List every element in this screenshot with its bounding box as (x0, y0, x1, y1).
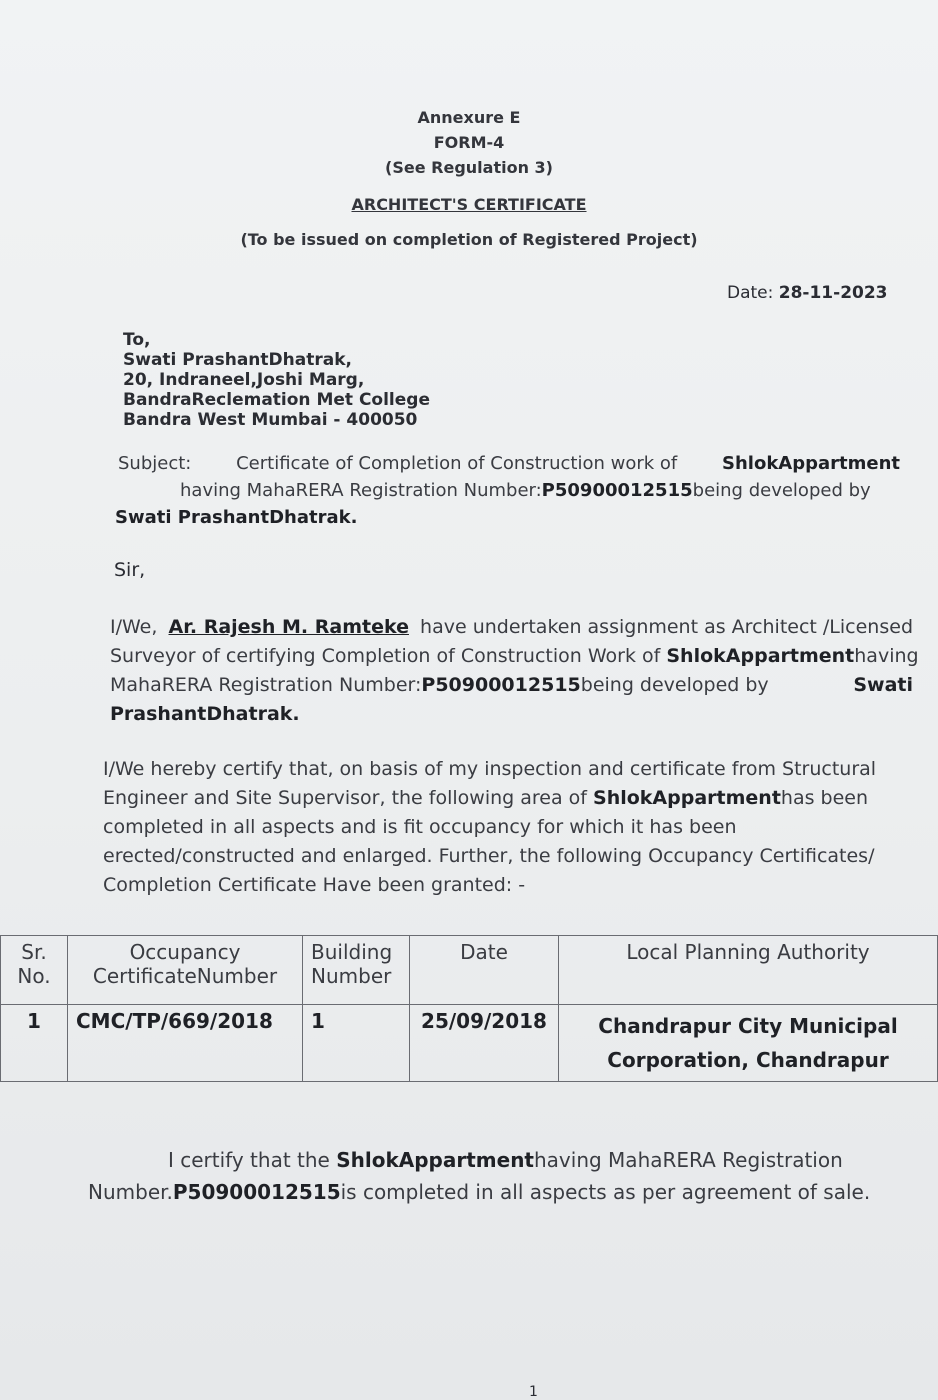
paragraph-text: I/We, (110, 616, 158, 638)
registration-number: P50900012515 (421, 674, 581, 696)
final-certification (88, 1144, 923, 1208)
occupancy-certificate-table (0, 935, 938, 1082)
paragraph-text: Number. (88, 1180, 173, 1204)
regulation-label: (See Regulation 3) (385, 158, 553, 177)
developer-name: Swati PrashantDhatrak. (115, 507, 358, 528)
header-oc-number (68, 936, 303, 1005)
registration-number: P50900012515 (172, 1180, 341, 1204)
paragraph-text: has been (780, 787, 869, 809)
project-name: ShlokAppartment (593, 787, 781, 809)
developer-name: PrashantDhatrak. (110, 703, 300, 725)
subject-text: being developed by (692, 480, 871, 501)
paragraph-text: being developed by (580, 674, 769, 696)
subject-text: Certificate of Completion of Construction work of (236, 453, 678, 474)
certificate-title (0, 195, 938, 214)
project-name: ShlokAppartment (336, 1148, 534, 1172)
paragraph-text: have undertaken assignment as Architect /Licensed (420, 616, 913, 638)
paragraph-line: I/We hereby certify that, on basis of my inspection and certificate from Structural (103, 758, 877, 780)
project-name: ShlokAppartment (666, 645, 855, 667)
cell-authority (559, 1005, 938, 1082)
page-number: 1 (529, 1384, 538, 1400)
paragraph-line (110, 642, 919, 671)
paragraph-line (88, 1176, 923, 1208)
header-date: Date (410, 936, 559, 1005)
certificate-title-text: ARCHITECT'S CERTIFICATE (351, 195, 587, 214)
header-text: Building (311, 940, 393, 964)
paragraph-text: Engineer and Site Supervisor, the following area of (103, 787, 587, 809)
address-line: Bandra West Mumbai - 400050 (123, 410, 418, 430)
header-text: CertificateNumber (92, 964, 278, 988)
table-row (1, 1005, 938, 1082)
certification-paragraph (103, 755, 925, 900)
paragraph-text: is completed in all aspects as per agreement of sale. (340, 1180, 871, 1204)
paragraph-line (110, 700, 913, 729)
form-label: FORM-4 (433, 133, 505, 152)
header-building-number (303, 936, 410, 1005)
authority-text: Chandrapur City Municipal (598, 1014, 898, 1038)
certificate-subtitle: (To be issued on completion of Registered Project) (240, 230, 698, 249)
address-block (123, 330, 430, 430)
paragraph-line (110, 613, 913, 642)
paragraph-line: Completion Certificate Have been granted: - (103, 874, 526, 896)
date-value: 28-11-2023 (778, 283, 888, 303)
paragraph-line (88, 1144, 923, 1176)
cell-building: 1 (303, 1005, 410, 1082)
address-line: BandraReclemation Met College (123, 390, 430, 410)
table-header-row (1, 936, 938, 1005)
cell-oc-number: CMC/TP/669/2018 (68, 1005, 303, 1082)
registration-number: P50900012515 (541, 480, 693, 501)
paragraph-text: I certify that the (168, 1148, 330, 1172)
paragraph-text: Surveyor of certifying Completion of Construction Work of (110, 645, 661, 667)
paragraph-line: completed in all aspects and is fit occupancy for which it has been (103, 816, 737, 838)
subject-text: having MahaRERA Registration Number: (180, 480, 542, 501)
assignment-paragraph (110, 613, 919, 729)
project-name: ShlokAppartment (722, 453, 900, 474)
annexure-label: Annexure E (417, 108, 521, 127)
developer-name: Swati (853, 674, 913, 696)
subject-label: Subject: (118, 453, 192, 474)
header-sr-no (1, 936, 68, 1005)
header-text: Sr. (21, 940, 47, 964)
cell-sr: 1 (1, 1005, 68, 1082)
subject-line (118, 450, 900, 477)
subject-block (115, 450, 900, 531)
address-line: 20, Indraneel,Joshi Marg, (123, 370, 365, 390)
address-line: Swati PrashantDhatrak, (123, 350, 352, 370)
salutation: Sir, (114, 559, 146, 581)
cell-date: 25/09/2018 (410, 1005, 559, 1082)
subject-line (118, 477, 900, 504)
header-authority: Local Planning Authority (559, 936, 938, 1005)
header-text: No. (17, 964, 51, 988)
architect-name: Ar. Rajesh M. Ramteke (168, 616, 409, 638)
paragraph-line: erected/constructed and enlarged. Further, the following Occupancy Certificates/ (103, 845, 875, 867)
header-text: Occupancy (129, 940, 241, 964)
paragraph-text: having MahaRERA Registration (534, 1148, 843, 1172)
subject-line (115, 504, 900, 531)
address-to: To, (123, 330, 151, 350)
paragraph-line (103, 784, 925, 813)
authority-text: Corporation, Chandrapur (607, 1048, 889, 1072)
paragraph-text: having (854, 645, 919, 667)
date-label: Date: (727, 283, 779, 303)
date-line (727, 283, 888, 303)
paragraph-line (110, 671, 913, 700)
paragraph-text: MahaRERA Registration Number: (110, 674, 422, 696)
header-text: Number (311, 964, 392, 988)
